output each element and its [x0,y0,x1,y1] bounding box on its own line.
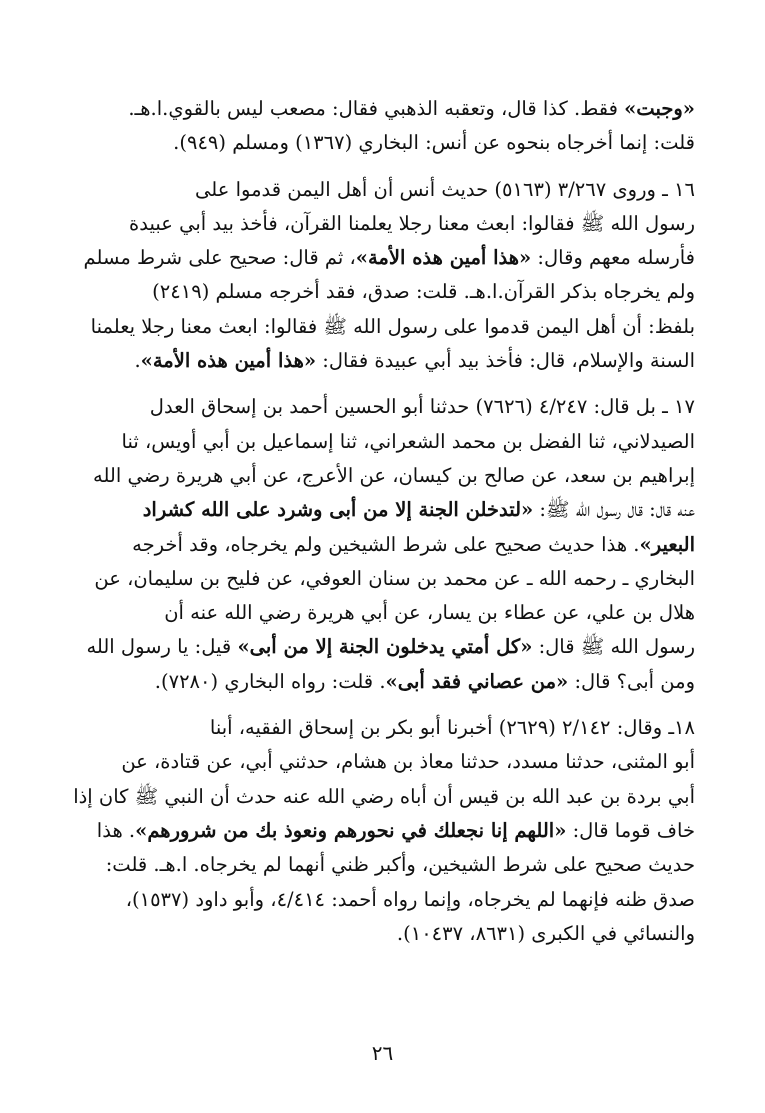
text-segment: . هذا حديث صحيح على شرط الشيخين ولم يخرجاه، وقد أخرجه [132,532,640,556]
text-segment: ١٧ ـ بل قال: ٤/٢٤٧ (٧٦٢٦) حدثنا أبو الحسين أحمد بن إسحاق العدل [149,395,695,419]
text-line [66,883,695,917]
text-line [66,814,695,848]
text-line [66,630,695,664]
hadith-quote: «كل أمتي يدخلون الجنة إلا من أبى» [237,635,533,659]
text-line [66,310,695,344]
hadith-quote: «من عصاني فقد أبى» [385,669,569,693]
paragraph [66,92,695,161]
text-segment: صدق ظنه فإنهما لم يخرجاه، وإنما رواه أحمد: ٤/٤١٤، وأبو داود (١٥٣٧)، [125,887,695,911]
text-line [66,459,695,493]
text-segment: والنسائي في الكبرى (٨٦٣١، ١٠٤٣٧). [396,921,695,945]
body-text [66,92,695,951]
text-segment: خاف قوما قال: [566,818,695,842]
text-line [66,848,695,882]
text-segment: فقط. كذا قال، وتعقبه الذهبي فقال: مصعب ليس بالقوي.ا.هـ. [128,97,625,120]
text-segment: أبي بردة بن عبد الله بن قيس أن أباه رضي الله عنه حدث أن النبي ﷺ كان إذا [73,784,695,808]
text-segment: . هذا [96,818,136,842]
text-segment: هلال بن علي، عن عطاء بن يسار، عن أبي هريرة رضي الله عنه أن [164,601,695,625]
text-line [66,665,695,699]
text-segment: ، ثم قال: صحيح على شرط مسلم [83,246,356,270]
text-line [66,92,695,126]
text-segment: بلفظ: أن أهل اليمن قدموا على رسول الله ﷺ فقالوا: ابعث معنا رجلا يعلمنا [90,314,695,338]
text-line [66,493,695,527]
text-line [66,780,695,814]
text-segment: قيل: يا رسول الله [86,635,238,659]
page-number: ٢٦ [371,1041,394,1065]
text-line [66,711,695,745]
document-page [66,92,695,963]
text-segment: . [134,349,141,373]
text-line [66,275,695,309]
hadith-quote: «هذا أمين هذه الأمة» [355,246,532,270]
text-segment: رسول الله ﷺ فقالوا: ابعث معنا رجلا يعلمنا القرآن، فأخذ بيد أبي عبيدة [129,211,695,235]
text-segment: فأرسله معهم وقال: [531,246,695,270]
text-line [66,126,695,160]
text-line [66,528,695,562]
text-line [66,917,695,951]
text-segment: ومن أبى؟ قال: [568,669,695,693]
text-line [66,745,695,779]
text-segment: السنة والإسلام، قال: فأخذ بيد أبي عبيدة فقال: [316,349,695,373]
text-segment: الصيدلاني، ثنا الفضل بن محمد الشعراني، ثنا إسماعيل بن أبي أويس، ثنا [121,429,695,453]
hadith-quote: «اللهم إنا نجعلك في نحورهم ونعوذ بك من شرورهم» [135,818,567,842]
paragraph [66,711,695,951]
text-segment: . قلت: رواه البخاري (٧٢٨٠). [154,669,386,693]
text-segment: ولم يخرجاه بذكر القرآن.ا.هـ. قلت: صدق، فقد أخرجه مسلم (٢٤١٩) [152,280,695,304]
text-line [66,390,695,424]
text-line [66,173,695,207]
hadith-quote: «هذا أمين هذه الأمة» [140,349,317,373]
hadith-quote: البعير» [639,532,695,556]
text-segment: قلت: إنما أخرجاه بنحوه عن أنس: البخاري (١٣٦٧) ومسلم (٩٤٩). [173,131,695,155]
text-line [66,241,695,275]
text-segment: ١٨ـ وقال: ٢/١٤٢ (٢٦٢٩) أخبرنا أبو بكر بن إسحاق الفقيه، أبنا [209,716,695,740]
hadith-quote: «وجبت» [624,97,695,120]
text-segment: أبو المثنى، حدثنا مسدد، حدثنا معاذ بن هشام، حدثني أبي، عن قتادة، عن [121,750,695,774]
text-line [66,207,695,241]
text-line [66,562,695,596]
text-segment: حديث صحيح على شرط الشيخين، وأكبر ظني أنهما لم يخرجاه. ا.هـ. قلت: [105,853,695,877]
text-line [66,425,695,459]
paragraph [66,390,695,699]
text-segment: رسول الله ﷺ قال: [532,635,695,659]
text-segment: إبراهيم بن سعد، عن صالح بن كيسان، عن الأعرج، عن أبي هريرة رضي الله [92,463,695,487]
paragraph [66,173,695,379]
hadith-quote: «لتدخلن الجنة إلا من أبى وشرد على الله كشراد [142,498,534,522]
text-segment: عنه قال: قال رسول الله ﷺ: [533,498,695,522]
text-line [66,596,695,630]
text-segment: ١٦ ـ وروى ٣/٢٦٧ (٥١٦٣) حديث أنس أن أهل اليمن قدموا على [195,177,695,201]
text-segment: البخاري ـ رحمه الله ـ عن محمد بن سنان العوفي، عن فليح بن سليمان، عن [94,566,695,590]
text-line [66,344,695,378]
